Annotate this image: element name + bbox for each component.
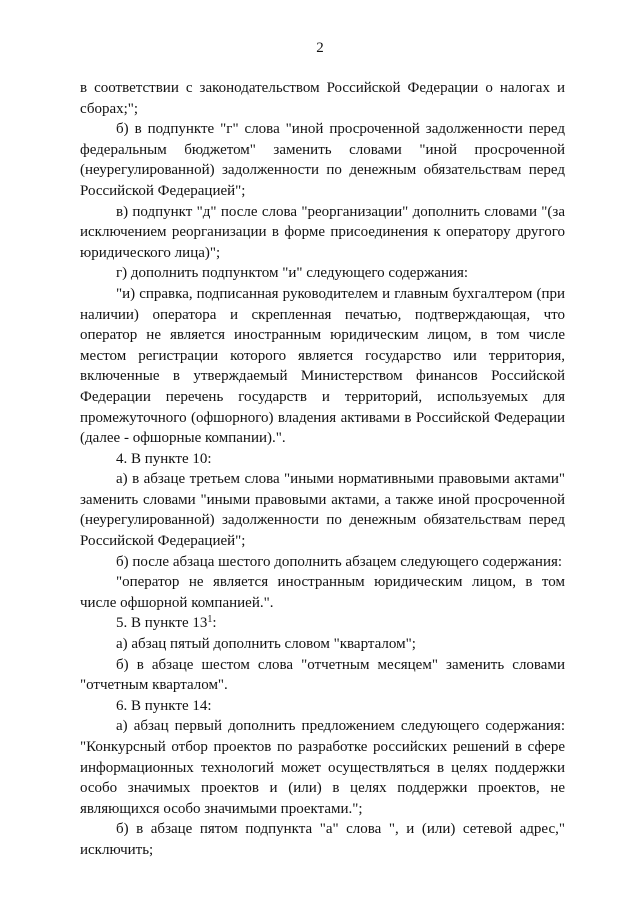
paragraph: г) дополнить подпунктом "и" следующего содержания: — [116, 265, 469, 282]
paragraph: б) после абзаца шестого дополнить абзацем следующего содержания: — [116, 553, 563, 570]
paragraph: а) в абзаце третьем слова "иными нормативными правовыми актами" заменить словами "иными правовыми актами, а также иной просроченной (неурегулированной) задолженности по денежным обязательствам перед Российской Федерацией"; — [80, 471, 565, 550]
paragraph-with-superscript — [80, 613, 565, 634]
paragraph: в соответствии с законодательством Российской Федерации о налогах и сборах;"; — [80, 80, 565, 117]
paragraph: а) абзац первый дополнить предложением следующего содержания: "Конкурсный отбор проектов по разработке российских решений в сфере информационных технологий может осуществляться в целях поддержки особо значимых проектов и (или) в целях поддержки проектов, не являющихся особо значимыми проектами."; — [80, 718, 565, 817]
paragraph: б) в абзаце шестом слова "отчетным месяцем" заменить словами "отчетным кварталом". — [80, 656, 565, 694]
paragraph: 6. В пункте 14: — [116, 697, 212, 714]
paragraph: б) в подпункте "г" слова "иной просроченной задолженности перед федеральным бюджетом" заменить словами "иной просроченной (неурегулированной) задолженности по денежным обязательствам перед Российской Федерацией"; — [80, 121, 565, 199]
paragraph: "и) справка, подписанная руководителем и главным бухгалтером (при наличии) оператора и скрепленная печатью, подтверждающая, что оператор не является иностранным юридическим лицом, в том числе местом регистрации которого является государство или территория, включенные в утверждаемый Министерством финансов Российской Федерации перечень государств и территорий, используемых для промежуточного (офшорного) владения активами в Российской Федерации (далее - офшорные компании).". — [80, 285, 565, 447]
page-number: 2 — [316, 40, 324, 56]
paragraph: 4. В пункте 10: — [116, 450, 212, 467]
document-body — [80, 78, 565, 861]
superscript: 1 — [207, 614, 213, 626]
paragraph: а) абзац пятый дополнить словом "кварталом"; — [116, 636, 416, 653]
paragraph: в) подпункт "д" после слова "реорганизации" дополнить словами "(за исключением реорганизации в форме присоединения к оператору другого юридического лица)"; — [80, 203, 565, 261]
paragraph-tail: : — [212, 615, 217, 632]
paragraph: б) в абзаце пятом подпункта "а" слова ", и (или) сетевой адрес," исключить; — [80, 821, 565, 858]
paragraph: "оператор не является иностранным юридическим лицом, в том числе офшорной компанией.". — [80, 574, 565, 611]
paragraph-text: 5. В пункте 13 — [116, 615, 208, 632]
